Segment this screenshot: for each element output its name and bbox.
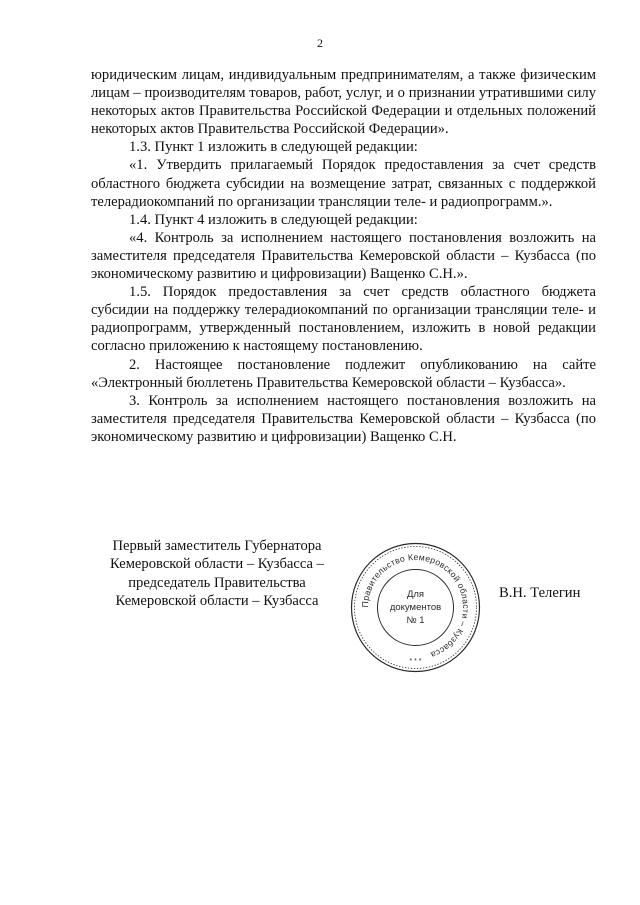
- stamp-center-line: № 1: [406, 615, 425, 626]
- paragraph: юридическим лицам, индивидуальным предпринимателям, а также физическим лицам – производителям товаров, работ, услуг, и о признании утратившими силу некоторых актов Правительства Российской Федерации и отдельных положений некоторых актов Правительства Российской Федерации».: [91, 67, 596, 138]
- page-number: 2: [317, 36, 323, 50]
- signer-position-line: Кемеровской области – Кузбасса –: [110, 556, 324, 573]
- stamp-center-line: документов: [389, 602, 442, 613]
- paragraph: 1.3. Пункт 1 изложить в следующей редакции:: [129, 139, 418, 156]
- paragraph: 1.4. Пункт 4 изложить в следующей редакции:: [129, 211, 418, 228]
- signer-position-line: Кемеровской области – Кузбасса: [115, 593, 319, 610]
- stamp-ring-text: Правительство Кемеровской области – Кузбасса: [359, 551, 472, 661]
- signer-name: В.Н. Телегин: [499, 585, 581, 601]
- document-body: [91, 66, 596, 446]
- stamp-stars: * * *: [409, 658, 422, 665]
- signer-position-line: Первый заместитель Губернатора: [112, 538, 322, 554]
- paragraph: 1.5. Порядок предоставления за счет средств областного бюджета субсидии на поддержку телерадиокомпаний по организации трансляции теле- и радиопрограмм, утвержденный постановлением, изложить в новой редакции согласно приложению к настоящему постановлению.: [91, 284, 596, 355]
- signer-position: [92, 537, 342, 611]
- official-stamp: [348, 540, 483, 675]
- signer-position-line: председатель Правительства: [128, 574, 306, 591]
- paragraph: «4. Контроль за исполнением настоящего постановления возложить на заместителя председателя Правительства Кемеровской области – Кузбасса (по экономическому развитию и цифровизации) Ващенко С.Н.».: [91, 229, 596, 283]
- paragraph: «1. Утвердить прилагаемый Порядок предоставления за счет средств областного бюджета субсидии на возмещение затрат, связанных с поддержкой телерадиокомпаний по организации трансляции теле- и радиопрограмм.».: [91, 157, 596, 210]
- stamp-center-line: Для: [406, 589, 425, 600]
- paragraph: 3. Контроль за исполнением настоящего постановления возложить на заместителя председателя Правительства Кемеровской области – Кузбасса (по экономическому развитию и цифровизации) Ващенко С.Н.: [91, 392, 596, 445]
- paragraph: 2. Настоящее постановление подлежит опубликованию на сайте «Электронный бюллетень Правительства Кемеровской области – Кузбасса».: [91, 356, 596, 391]
